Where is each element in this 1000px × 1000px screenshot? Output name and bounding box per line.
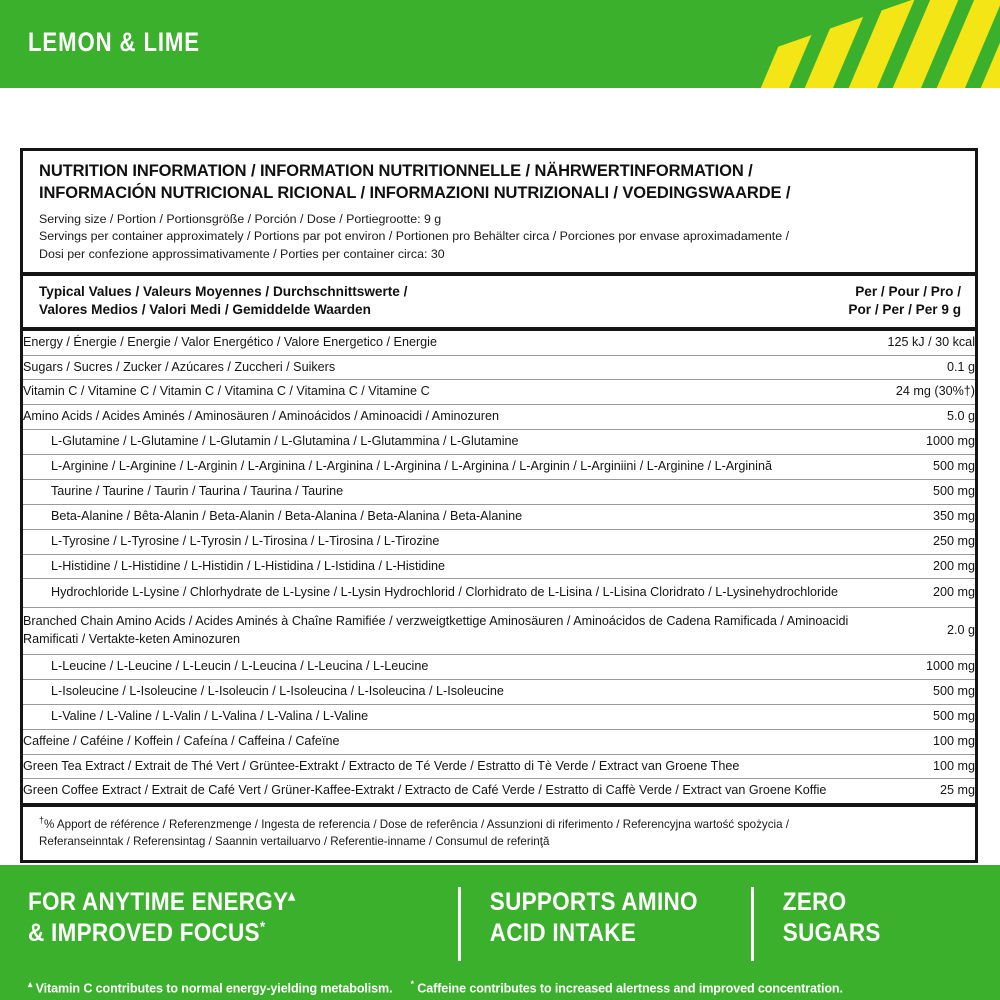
table-row (23, 331, 975, 355)
claim-anytime-energy (28, 887, 415, 948)
per-serving-label-line-1: Per / Pour / Pro / (855, 283, 961, 299)
claim-supports-amino-acid-intake (461, 887, 722, 948)
table-row (23, 704, 975, 729)
nutrient-label: Vitamin C / Vitamine C / Vitamin C / Vitamina C / Vitamina C / Vitamine C (23, 380, 857, 405)
table-row (23, 754, 975, 779)
diagonal-stripes-decoration (660, 0, 1000, 88)
nutrient-value: 500 mg (857, 455, 975, 480)
nutrient-label: Green Tea Extract / Extrait de Thé Vert / Grüntee-Extrakt / Extracto de Té Verde / Estratto di Tè Verde / Extract van Groene Thee (23, 754, 857, 779)
per-serving-label-line-2: Por / Per / Per 9 g (848, 302, 961, 318)
top-flavour-banner (0, 0, 1000, 88)
nutrient-value: 350 mg (857, 504, 975, 529)
claims-footnote-text-1: Vitamin C contributes to normal energy-yielding metabolism. (35, 980, 393, 996)
nutrient-label: L-Tyrosine / L-Tyrosine / L-Tyrosin / L-Tirosina / L-Tirosina / L-Tirozine (23, 529, 857, 554)
nutrient-label: Caffeine / Caféine / Koffein / Cafeína / Caffeina / Cafeïne (23, 729, 857, 754)
nutrition-panel-area (0, 88, 1000, 865)
serving-size-text: Serving size / Portion / Portionsgröße / Porción / Dose / Portiegrootte: 9 g (39, 211, 442, 226)
nutrient-value: 500 mg (857, 479, 975, 504)
nutrient-value: 25 mg (939, 783, 975, 798)
nutrient-value: 5.0 g (857, 405, 975, 430)
table-row (23, 655, 975, 680)
table-column-header-row (23, 276, 975, 327)
nutrient-label: Branched Chain Amino Acids / Acides Aminés à Chaîne Ramifiée / verzweigtkettige Aminosäuren / Aminoácidos de Cadena Ramificada / Aminoacidi Ramificati / Vertakte-keten Aminozuren (23, 608, 857, 655)
nutrient-value: 0.1 g (857, 355, 975, 380)
nutrient-value: 100 mg (857, 729, 975, 754)
table-row (23, 529, 975, 554)
claim-1-line-2: & IMPROVED FOCUS (28, 918, 260, 947)
servings-per-container-line-1: Servings per container approximately / Portions par pot environ / Portionen pro Behälter circa / Porciones por envase aproximadamente / (39, 229, 790, 244)
nutrient-label: Amino Acids / Acides Aminés / Aminosäuren / Aminoácidos / Aminoacidi / Aminozuren (23, 405, 857, 430)
table-row (23, 430, 975, 455)
claim-2-line-2: ACID INTAKE (489, 918, 637, 947)
nutrient-value: 500 mg (857, 679, 975, 704)
table-row (23, 554, 975, 579)
claim-1-marker-triangle: ▴ (288, 887, 296, 905)
claim-2-line-1: SUPPORTS AMINO (489, 888, 698, 916)
flavour-title: LEMON & LIME (28, 27, 200, 57)
bottom-claims-banner (0, 865, 1000, 1000)
nutrient-value: 1000 mg (857, 655, 975, 680)
nutrient-label: L-Histidine / L-Histidine / L-Histidin / L-Histidina / L-Istidina / L-Histidine (23, 554, 857, 579)
table-row (23, 355, 975, 380)
table-row (23, 380, 975, 405)
nutrient-label: Taurine / Taurine / Taurin / Taurina / Taurina / Taurine (23, 479, 857, 504)
footnote-line-2: Referanseinntak / Referensintag / Saannin vertailuarvo / Referentie-inname / Consumul de referinţă (39, 834, 550, 848)
nutrient-label: L-Glutamine / L-Glutamine / L-Glutamin / L-Glutamina / L-Glutammina / L-Glutamine (23, 430, 857, 455)
table-row (23, 608, 975, 655)
typical-values-label-line-1: Typical Values / Valeurs Moyennes / Durchschnittswerte / (39, 283, 408, 299)
claim-zero-sugars (754, 887, 934, 948)
nutrient-label: L-Isoleucine / L-Isoleucine / L-Isoleucin / L-Isoleucina / L-Isoleucina / L-Isoleucine (23, 679, 857, 704)
nutrient-value: 250 mg (857, 529, 975, 554)
claims-footnote (28, 979, 938, 995)
servings-per-container-line-2: Dosi per confezione approssimativamente / Porties per container circa: 30 (39, 247, 445, 262)
nutrition-title-line-1: NUTRITION INFORMATION / INFORMATION NUTRITIONNELLE / NÄHRWERTINFORMATION / (39, 162, 753, 180)
table-row (23, 779, 975, 803)
nutrient-label: Energy / Énergie / Energie / Valor Energético / Valore Energetico / Energie (23, 331, 857, 355)
table-row (23, 579, 975, 608)
nutrient-label: L-Leucine / L-Leucine / L-Leucin / L-Leucina / L-Leucina / L-Leucine (23, 655, 857, 680)
footnote-dagger-marker: † (39, 815, 45, 826)
nutrient-label: L-Valine / L-Valine / L-Valin / L-Valina / L-Valina / L-Valine (23, 704, 857, 729)
table-row (23, 729, 975, 754)
nutrient-value: 24 mg (30%†) (857, 380, 975, 405)
claims-row (28, 887, 980, 961)
nutrition-header-block (23, 151, 975, 272)
nutrition-title-line-2: INFORMACIÓN NUTRICIONAL RICIONAL / INFORMAZIONI NUTRIZIONALI / VOEDINGSWAARDE / (39, 183, 791, 202)
table-row (23, 455, 975, 480)
nutrient-value: 500 mg (857, 704, 975, 729)
nutrient-value: 100 mg (857, 754, 975, 779)
nutrition-values-table (23, 331, 975, 804)
table-row (23, 504, 975, 529)
typical-values-label-line-2: Valores Medios / Valori Medi / Gemiddelde Waarden (39, 302, 371, 318)
nutrient-label: Sugars / Sucres / Zucker / Azúcares / Zuccheri / Suikers (23, 355, 857, 380)
nutrient-value: 125 kJ / 30 kcal (857, 331, 975, 355)
nutrient-label: Green Coffee Extract / Extrait de Café Vert / Grüner-Kaffee-Extrakt / Extracto de Café Verde / Estratto di Caffè Verde / Extract van Groene Koffie (23, 783, 827, 798)
nutrient-value: 2.0 g (857, 608, 975, 655)
nutrient-label: L-Arginine / L-Arginine / L-Arginin / L-Arginina / L-Arginina / L-Arginina / L-Arginina / L-Arginin / L-Arginiini / L-Arginine / L-Arginină (23, 455, 857, 480)
nutrition-information-box (20, 148, 978, 863)
nutrient-value: 200 mg (857, 579, 975, 608)
table-row (23, 479, 975, 504)
claim-1-marker-asterisk: * (259, 918, 266, 936)
claims-footnote-marker-triangle: ▴ (28, 979, 33, 989)
reference-intake-footnote (23, 807, 975, 859)
nutrient-label: Beta-Alanine / Bêta-Alanin / Beta-Alanin / Beta-Alanina / Beta-Alanina / Beta-Alanine (23, 504, 857, 529)
table-row (23, 679, 975, 704)
footnote-line-1: % Apport de référence / Referenzmenge / Ingesta de referencia / Dose de referência / Assunzioni di riferimento / Referencyjna wartość spożycia / (44, 818, 789, 832)
nutrient-value: 1000 mg (857, 430, 975, 455)
nutrient-value: 200 mg (857, 554, 975, 579)
claims-footnote-text-2: Caffeine contributes to increased alertness and improved concentration. (417, 980, 843, 996)
claim-3-line-1: ZERO (782, 888, 847, 916)
nutrient-label: Hydrochloride L-Lysine / Chlorhydrate de L-Lysine / L-Lysin Hydrochlorid / Clorhidrato de L-Lisina / L-Lisina Cloridrato / L-Lysinehydrochloride (23, 579, 857, 608)
table-row (23, 405, 975, 430)
claim-1-line-1: FOR ANYTIME ENERGY (28, 888, 289, 916)
claims-footnote-marker-asterisk: * (410, 979, 414, 989)
claim-3-line-2: SUGARS (782, 918, 881, 947)
